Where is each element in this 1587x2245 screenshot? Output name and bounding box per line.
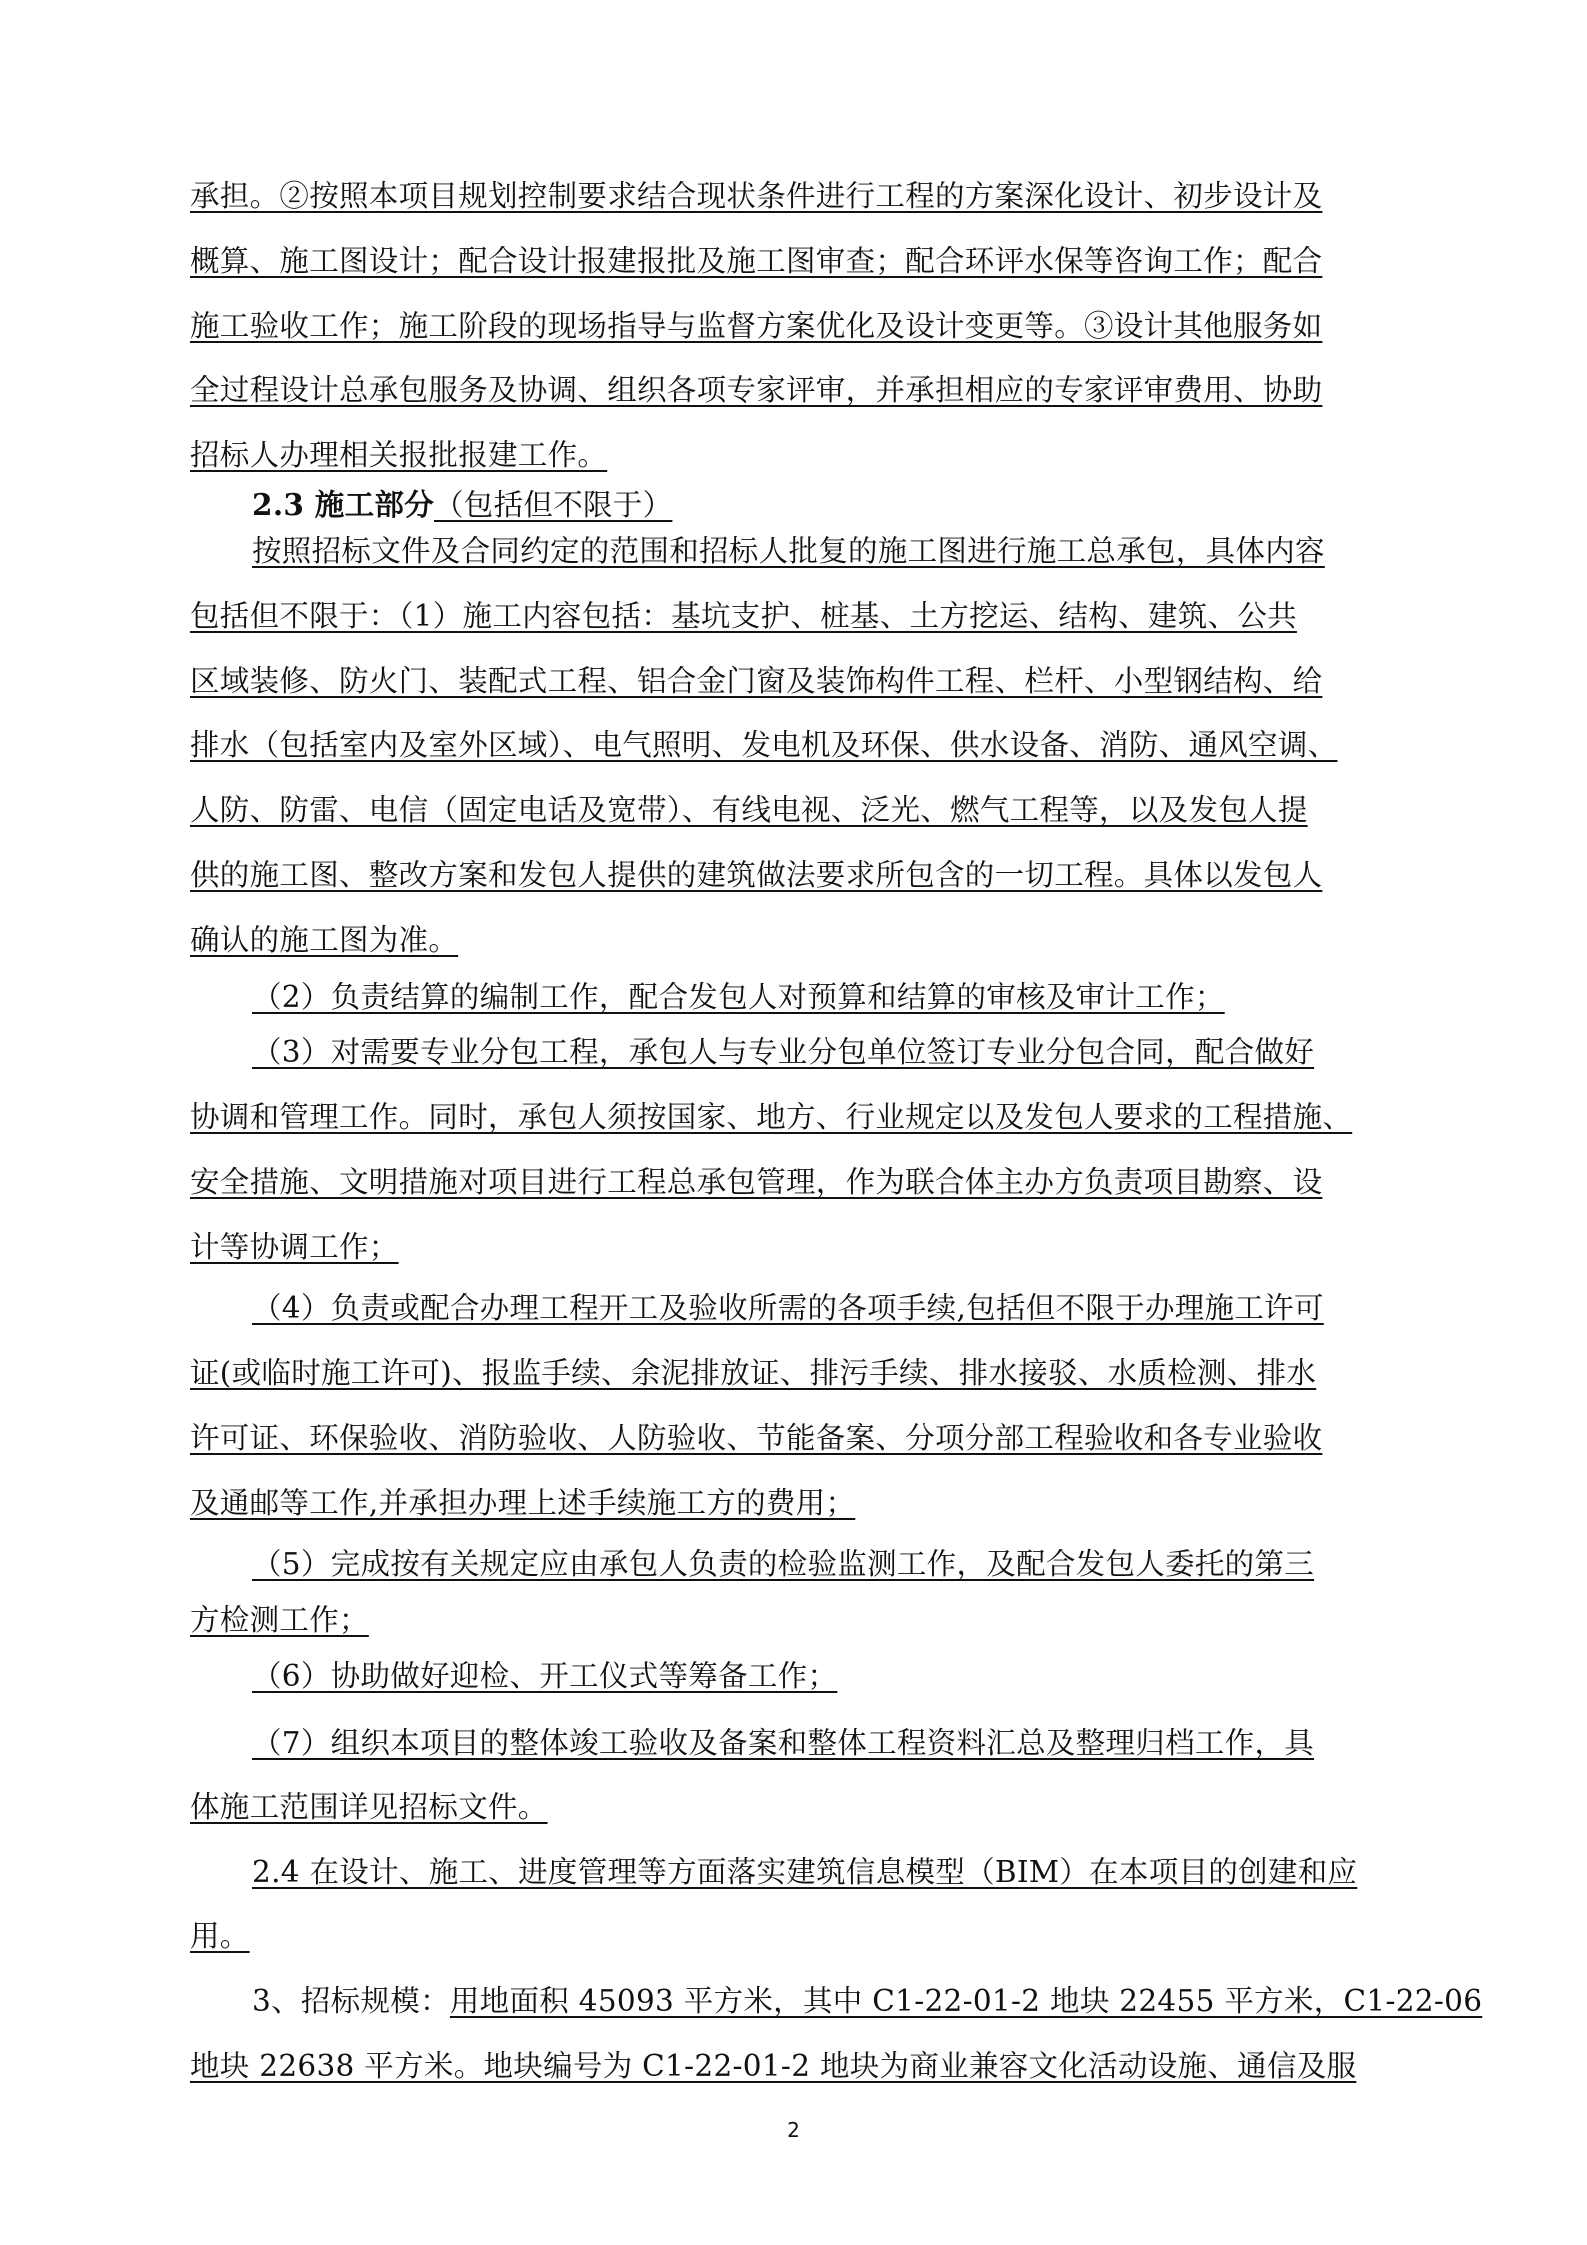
paragraph-line: 许可证、环保验收、消防验收、人防验收、节能备案、分项分部工程验收和各专业验收 xyxy=(190,1421,1323,1455)
page-number: 2 xyxy=(787,2118,800,2142)
paragraph-line: 人防、防雷、电信（固定电话及宽带）、有线电视、泛光、燃气工程等，以及发包人提 xyxy=(190,793,1308,827)
paragraph-line: 协调和管理工作。同时，承包人须按国家、地方、行业规定以及发包人要求的工程措施、 xyxy=(190,1100,1353,1134)
paragraph-line: （7）组织本项目的整体竣工验收及备案和整体工程资料汇总及整理归档工作，具 xyxy=(252,1726,1315,1760)
paragraph-line: 证(或临时施工许可)、报监手续、余泥排放证、排污手续、排水接驳、水质检测、排水 xyxy=(190,1356,1317,1390)
paragraph-line: 承担。②按照本项目规划控制要求结合现状条件进行工程的方案深化设计、初步设计及 xyxy=(190,179,1323,213)
paragraph-line: 全过程设计总承包服务及协调、组织各项专家评审，并承担相应的专家评审费用、协助 xyxy=(190,373,1323,407)
paragraph-line: 用。 xyxy=(190,1919,250,1953)
paragraph-line: 包括但不限于：（1）施工内容包括：基坑支护、桩基、土方挖运、结构、建筑、公共 xyxy=(190,599,1297,633)
paragraph-line: 安全措施、文明措施对项目进行工程总承包管理，作为联合体主办方负责项目勘察、设 xyxy=(190,1165,1323,1199)
paragraph-line: 排水（包括室内及室外区域）、电气照明、发电机及环保、供水设备、消防、通风空调、 xyxy=(190,728,1338,762)
section-heading xyxy=(252,483,672,527)
paragraph-line xyxy=(252,1979,1482,2023)
paragraph-line: 施工验收工作；施工阶段的现场指导与监督方案优化及设计变更等。③设计其他服务如 xyxy=(190,309,1323,343)
paragraph-line: 概算、施工图设计；配合设计报建报批及施工图审查；配合环评水保等咨询工作；配合 xyxy=(190,244,1323,278)
section-title: 2.3 施工部分 xyxy=(252,487,434,522)
paragraph-line: 计等协调工作； xyxy=(190,1230,399,1264)
paragraph-line: （3）对需要专业分包工程，承包人与专业分包单位签订专业分包合同，配合做好 xyxy=(252,1035,1315,1069)
scale-label: 3、招标规模： xyxy=(252,1984,450,2018)
paragraph-line: （4）负责或配合办理工程开工及验收所需的各项手续,包括但不限于办理施工许可 xyxy=(252,1291,1324,1325)
paragraph-line: 地块 22638 平方米。地块编号为 C1-22-01-2 地块为商业兼容文化活动设施、通信及服 xyxy=(190,2049,1357,2083)
paragraph-line: 方检测工作； xyxy=(190,1603,369,1637)
paragraph-line: 确认的施工图为准。 xyxy=(190,923,459,957)
paragraph-line: （2）负责结算的编制工作，配合发包人对预算和结算的审核及审计工作； xyxy=(252,980,1225,1014)
paragraph-line: 区域装修、防火门、装配式工程、铝合金门窗及装饰构件工程、栏杆、小型钢结构、给 xyxy=(190,664,1323,698)
section-note: （包括但不限于） xyxy=(434,488,673,522)
paragraph-line: 供的施工图、整改方案和发包人提供的建筑做法要求所包含的一切工程。具体以发包人 xyxy=(190,858,1323,892)
paragraph-line: （6）协助做好迎检、开工仪式等筹备工作； xyxy=(252,1659,838,1693)
scale-text: 用地面积 45093 平方米，其中 C1-22-01-2 地块 22455 平方米，C1-22-06 xyxy=(449,1984,1483,2018)
paragraph-line: 按照招标文件及合同约定的范围和招标人批复的施工图进行施工总承包，具体内容 xyxy=(252,534,1325,568)
paragraph-line: （5）完成按有关规定应由承包人负责的检验监测工作，及配合发包人委托的第三 xyxy=(252,1547,1315,1581)
paragraph-line: 及通邮等工作,并承担办理上述手续施工方的费用； xyxy=(190,1486,856,1520)
paragraph-line: 招标人办理相关报批报建工作。 xyxy=(190,438,608,472)
paragraph-line: 2.4 在设计、施工、进度管理等方面落实建筑信息模型（BIM）在本项目的创建和应 xyxy=(252,1855,1358,1889)
paragraph-line: 体施工范围详见招标文件。 xyxy=(190,1790,548,1824)
